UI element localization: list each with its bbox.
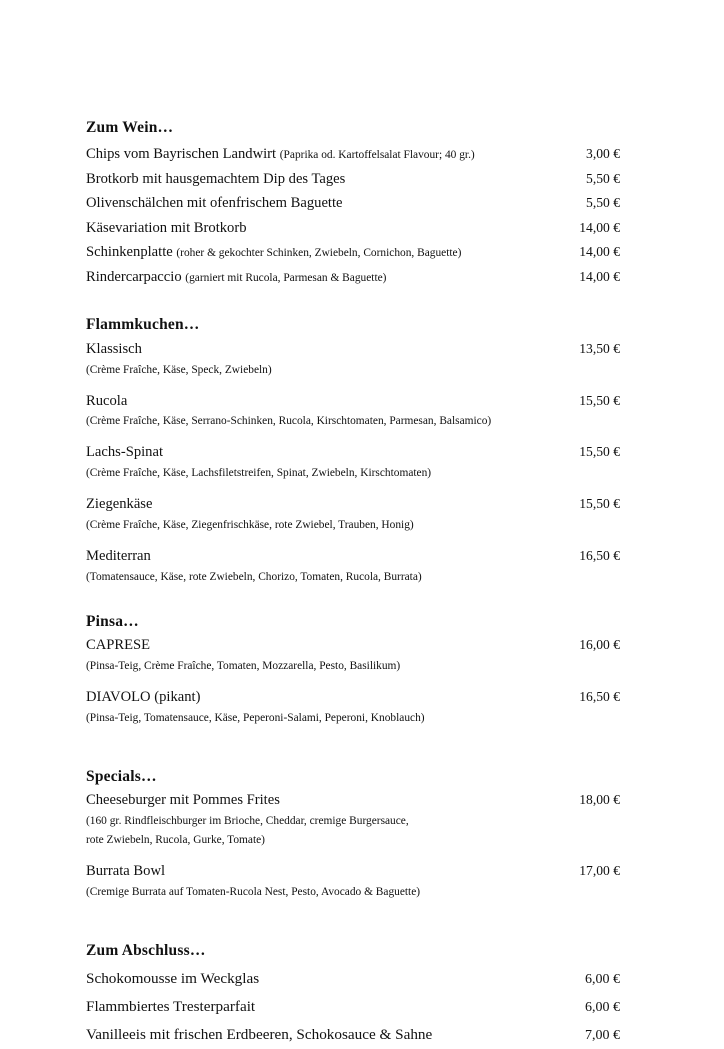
section-heading: Zum Wein… [86, 119, 174, 136]
menu-item [86, 142, 620, 167]
menu-item-name-text: Cheeseburger mit Pommes Frites [86, 792, 280, 809]
menu-item-row [86, 636, 620, 656]
menu-item-description-line: (160 gr. Rindfleischburger im Brioche, Cheddar, cremige Burgersauce, [86, 814, 409, 827]
menu-item-description-line: (Crème Fraîche, Käse, Ziegenfrischkäse, rote Zwiebel, Trauben, Honig) [86, 518, 414, 531]
menu-item-price: 13,50 € [579, 340, 620, 356]
menu-item-name [86, 443, 163, 463]
menu-item [86, 862, 620, 901]
menu-item [86, 688, 620, 727]
menu-item-name-text: Mediterran [86, 548, 151, 565]
menu-item-description-line: (Pinsa-Teig, Crème Fraîche, Tomaten, Mozzarella, Pesto, Basilikum) [86, 659, 401, 672]
menu-item-price: 5,50 € [586, 170, 620, 186]
menu-item-name [86, 191, 343, 216]
menu-item [86, 791, 620, 849]
menu-item [86, 965, 620, 993]
menu-item-row [86, 216, 620, 241]
menu-item-price: 18,00 € [579, 792, 620, 808]
menu-item-price: 15,50 € [579, 444, 620, 460]
menu-item [86, 495, 620, 534]
menu-item-row [86, 1021, 620, 1049]
menu-item [86, 191, 620, 216]
menu-item-row [86, 965, 620, 993]
menu-item-name-text: CAPRESE [86, 637, 151, 654]
menu-item-row [86, 862, 620, 882]
menu-item-name [86, 240, 461, 265]
menu-item-name [86, 167, 345, 192]
menu-item-name-text: Klassisch [86, 340, 142, 357]
menu-item-name-text: Lachs-Spinat [86, 444, 164, 461]
menu-item-name-text: Vanilleeis mit frischen Erdbeeren, Schokosauce & Sahne [86, 1026, 433, 1044]
menu-item-name-text: Flammbiertes Tresterparfait [86, 998, 256, 1016]
menu-item-row [86, 392, 620, 412]
menu-item [86, 392, 620, 431]
menu-item-price: 14,00 € [579, 268, 620, 284]
menu-item [86, 340, 620, 379]
menu-item [86, 240, 620, 265]
menu-section-zum-abschluss [86, 941, 620, 1049]
menu-item-inline-description: (roher & gekochter Schinken, Zwiebeln, Cornichon, Baguette) [176, 247, 462, 260]
section-heading: Pinsa… [86, 612, 139, 630]
menu-item-row [86, 240, 620, 265]
menu-item-row [86, 265, 620, 290]
menu-item-description-line: (Tomatensauce, Käse, rote Zwiebeln, Chorizo, Tomaten, Rucola, Burrata) [86, 570, 422, 583]
menu-item-name [86, 862, 165, 882]
menu-item-row [86, 340, 620, 360]
menu-item-name-text: Brotkorb mit hausgemachtem Dip des Tages [86, 170, 346, 187]
menu-item-name [86, 993, 255, 1020]
menu-item-row [86, 688, 620, 708]
menu-item-row [86, 791, 620, 811]
menu-item-name-text: Ziegenkäse [86, 496, 153, 513]
menu-item-name [86, 1021, 432, 1048]
menu-section-zum-wein [86, 118, 620, 289]
menu-item-price: 6,00 € [585, 972, 620, 988]
menu-item [86, 547, 620, 586]
menu-item [86, 636, 620, 675]
menu-item-name [86, 495, 152, 515]
menu-item-price: 15,50 € [579, 392, 620, 408]
menu-item-name [86, 965, 259, 992]
menu-item-row [86, 495, 620, 515]
menu-item-inline-description: (garniert mit Rucola, Parmesan & Baguette) [185, 271, 387, 284]
menu-item-price: 5,50 € [586, 195, 620, 211]
menu-item-price: 14,00 € [579, 219, 620, 235]
menu-item-name [86, 392, 127, 412]
menu-item-row [86, 167, 620, 192]
menu-item-name [86, 547, 151, 567]
menu-item-name-text: Schokomousse im Weckglas [86, 970, 260, 988]
menu-item-name [86, 142, 475, 167]
menu-item-name-text: Burrata Bowl [86, 863, 166, 880]
menu-item-price: 14,00 € [579, 244, 620, 260]
menu-section-specials [86, 767, 620, 901]
menu-item-name-text: Schinkenplatte [86, 244, 173, 261]
menu-item-name-text: Rucola [86, 392, 128, 409]
menu-item-description-line: (Crème Fraîche, Käse, Serrano-Schinken, Rucola, Kirschtomaten, Parmesan, Balsamico) [86, 415, 492, 428]
menu-item-description-line: (Crème Fraîche, Käse, Speck, Zwiebeln) [86, 363, 272, 376]
menu-item-description-line: rote Zwiebeln, Rucola, Gurke, Tomate) [86, 833, 265, 846]
menu-item-price: 16,00 € [579, 637, 620, 653]
menu-item-price: 7,00 € [585, 1028, 620, 1044]
menu-item-name-text: Rindercarpaccio [86, 268, 182, 285]
menu-item-name-text: DIAVOLO (pikant) [86, 689, 201, 705]
menu-item-description-line: (Pinsa-Teig, Tomatensauce, Käse, Peperoni-Salami, Peperoni, Knoblauch) [86, 711, 425, 724]
menu-item-name-text: Chips vom Bayrischen Landwirt [86, 146, 277, 163]
menu-item-price: 15,50 € [579, 496, 620, 512]
menu-item-price: 17,00 € [579, 863, 620, 879]
menu-item [86, 265, 620, 290]
menu-item-inline-description: (Paprika od. Kartoffelsalat Flavour; 40 gr.) [279, 149, 475, 162]
menu-item [86, 993, 620, 1021]
menu-item-description-line: (Crème Fraîche, Käse, Lachsfiletstreifen, Spinat, Zwiebeln, Kirschtomaten) [86, 467, 432, 480]
menu-item [86, 1021, 620, 1049]
menu-item-name [86, 340, 142, 360]
menu-item [86, 216, 620, 241]
menu-item [86, 443, 620, 482]
menu-section-pinsa [86, 612, 620, 727]
menu-item-description-line: (Cremige Burrata auf Tomaten-Rucola Nest, Pesto, Avocado & Baguette) [86, 885, 421, 898]
section-heading: Zum Abschluss… [86, 941, 206, 959]
menu-item-name [86, 265, 386, 290]
menu-item-row [86, 993, 620, 1021]
menu-item-name [86, 636, 150, 656]
menu-item-name-text: Käsevariation mit Brotkorb [86, 219, 247, 236]
menu-item [86, 167, 620, 192]
menu-item-name-text: Olivenschälchen mit ofenfrischem Baguette [86, 195, 343, 212]
menu-item-price: 3,00 € [586, 146, 620, 162]
menu-item-price: 16,50 € [579, 548, 620, 564]
menu-item-name [86, 688, 200, 708]
section-heading: Flammkuchen… [86, 316, 200, 334]
menu-item-row [86, 547, 620, 567]
menu-item-row [86, 191, 620, 216]
menu-item-row [86, 443, 620, 463]
menu-item-price: 16,50 € [579, 689, 620, 704]
menu-item-price: 6,00 € [585, 1000, 620, 1016]
section-heading: Specials… [86, 767, 157, 785]
menu-item-name [86, 216, 247, 241]
menu-section-flammkuchen [86, 315, 620, 585]
menu-item-name [86, 791, 280, 811]
menu-item-row [86, 142, 620, 167]
